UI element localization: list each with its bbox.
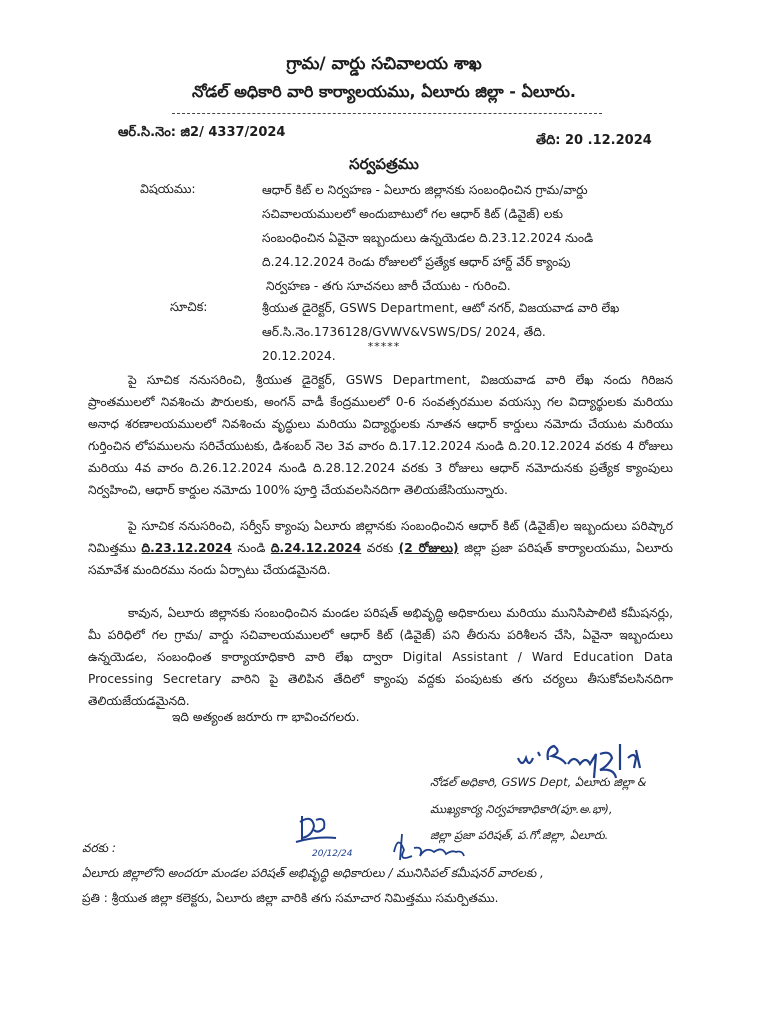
letter-date: తేది: 20 .12.2024 xyxy=(536,133,652,148)
copy-to-line: ప్రతి : శ్రీయుత జిల్లా కలెక్టరు, ఏలూరు జిల్లా వారికి తగు సమాచార నిమిత్తము సమర్పితము. xyxy=(82,891,499,905)
paragraph-4: ఇది అత్యంత జరూరు గా భావించగలరు. xyxy=(172,710,360,724)
separator-stars: ***** xyxy=(367,340,401,353)
initials-mark-1 xyxy=(292,812,362,862)
signatory-designation: ముఖ్యకార్య నిర్వహణాధికారి(పూ.అ.భా), xyxy=(430,802,613,816)
end-date: ది.24.12.2024 xyxy=(270,541,362,555)
reference-line: శ్రీయుత డైరెక్టర్, GSWS Department, ఆటో నగర్, విజయవాడ వారి లేఖ xyxy=(262,301,620,315)
reference-label: సూచిక: xyxy=(170,299,208,314)
paragraph-2-text: జిల్లా ప్రజా పరిషత్ కార్యాలయము, ఏలూరు సమావేశ మందిరము నందు ఏర్పాటు చేయడమైనది. xyxy=(88,541,673,577)
paragraph-2-text: పై సూచిక ననుసరించి, సర్వీస్ క్యాంపు ఏలూరు జిల్లానకు సంబంధించిన ఆధార్ కిట్ (డివైజ్)ల ఇబ్బందులు పరిష్కార నిమిత్తము xyxy=(88,519,673,555)
signatory-office: జిల్లా ప్రజా పరిషత్, ప.గో.జిల్లా, ఏలూరు. xyxy=(430,828,609,842)
document-title: సర్వపత్రము xyxy=(349,155,419,173)
start-date: ది.23.12.2024 xyxy=(141,541,232,555)
reference-number: ఆర్.సి.నెం: జి2/ 4337/2024 xyxy=(118,125,286,140)
paragraph-2-text: నుండి xyxy=(231,541,271,555)
subject-line: నిర్వహణ - తగు సూచనలు జారీ చేయుట - గురించి. xyxy=(266,279,511,293)
department-heading: గ్రామ/ వార్డు సచివాలయ శాఖ xyxy=(286,54,482,74)
recipient-line: ఏలూరు జిల్లాలోని అందరూ మండల పరిషత్ అభివృద్ధి అధికారులు / మునిసిపల్ కమీషనర్ వారలకు , xyxy=(82,866,544,880)
initials-stroke xyxy=(296,816,336,842)
reference-line: ఆర్.సి.నెం.1736128/GVWV&VSWS/DS/ 2024, తేది. 20.12.2024. xyxy=(262,325,546,363)
paragraph-1: పై సూచిక ననుసరించి, శ్రీయుత డైరెక్టర్, GSWS Department, విజయవాడ వారి లేఖ నందు గిరిజన ప్రాంతములలో నివశించు పౌరులకు, అంగన్ వాడీ కేంద్రములలో 0-6 సంవత్సరముల వయస్సు గల విద్యార్థులకు మరియు అనాధ శరణాలయములలో నివశించు వృద్ధులు మరియు విద్యార్థులకు నూతన ఆధార్ కార్డులు నమోదు చేయుట మరియు గుర్తించిన లోపములను సరిచేయుటకు, డిశంబర్ నెల 3వ వారం ది.17.12.2024 నుండి ది.20.12.2024 వరకు 4 రోజులు మరియు 4వ వారం ది.26.12.2024 నుండి ది.28.12.2024 వరకు 3 రోజులు ఆధార్ నమోదునకు ప్రత్యేక క్యాంపులు నిర్వహించి, ఆధార్ కార్డుల నమోదు 100% పూర్తి చేయవలసినదిగా తెలియజేసియున్నారు. xyxy=(88,373,673,497)
signatory-title: నోడల్ అధికారి, GSWS Dept, ఏలూరు జిల్లా & xyxy=(430,775,647,789)
header-divider xyxy=(172,113,602,114)
subject-line: ది.24.12.2024 రెండు రోజులలో ప్రత్యేక ఆధార్ హార్డ్ వేర్ క్యాంపు xyxy=(262,255,571,269)
subject-line: ఆధార్ కిట్ ల నిర్వహణ - ఏలూరు జిల్లానకు సంబంధించిన గ్రామ/వార్డు xyxy=(262,183,588,197)
signature-stroke xyxy=(518,744,640,778)
subject-label: విషయము: xyxy=(140,181,196,196)
paragraph-3: కావున, ఏలూరు జిల్లానకు సంబంధించిన మండల పరిషత్ అభివృద్ధి అధికారులు మరియు మునిసిపాలిటి కమీషనర్లు, మీ పరిధిలో గల గ్రామ/ వార్డు సచివాలయములలో ఆధార్ కిట్ (డివైజ్) పని తీరును పరిశీలన చేసి, ఏవైనా ఇబ్బందులు ఉన్నయెడల, సంబంధింత కార్యాయాధికారి వారి లేఖ ద్వారా Digital Assistant / Ward Education Data Processing Secretary వారిని పై తెలిపిన తేదిలో క్యాంపు వద్దకు పంపుటకు తగు చర్యలు తీసుకోవలసినదిగా తెలియజేయడమైనది. xyxy=(88,606,673,708)
recipient-label: వరకు : xyxy=(82,841,116,855)
subject-block xyxy=(262,178,622,298)
initials-date: 20/12/24 xyxy=(312,849,353,859)
paragraph-2 xyxy=(88,515,673,581)
duration-days: (2 రోజులు) xyxy=(398,541,459,555)
paragraph-2-text: వరకు xyxy=(361,541,399,555)
reference-block xyxy=(262,296,622,368)
office-heading: నోడల్ అధికారి వారి కార్యాలయము, ఏలూరు జిల్లా - ఏలూరు. xyxy=(192,82,576,101)
subject-line: సంబంధించిన ఏవైనా ఇబ్బందులు ఉన్నయెడల ది.23.12.2024 నుండి xyxy=(262,231,594,245)
subject-line: సచివాలయములలో అందుబాటులో గల ఆధార్ కిట్ (డివైజ్) లకు xyxy=(262,207,563,221)
